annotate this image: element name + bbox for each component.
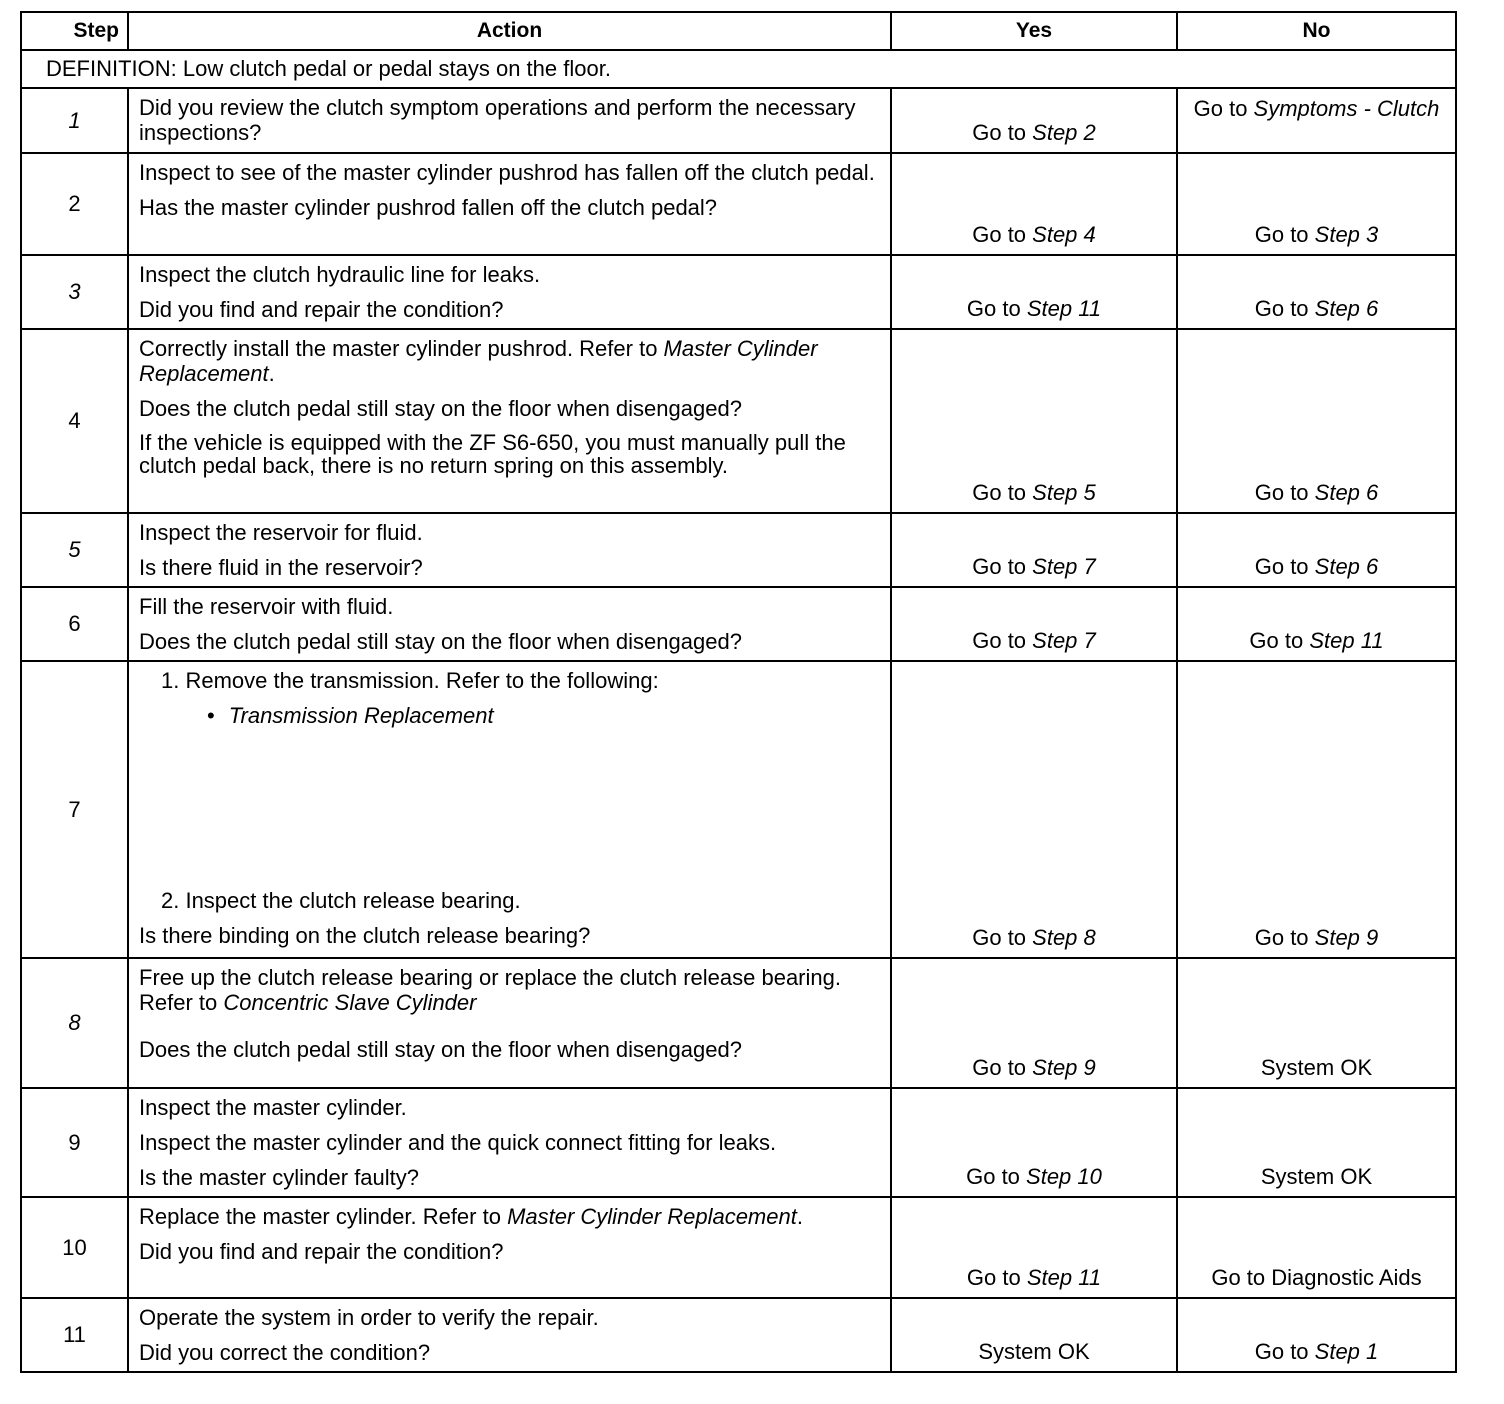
numbered-item-2: 2. Inspect the clutch release bearing. [161,888,521,913]
no-cell [1177,329,1456,513]
yes-text: Go to [972,120,1033,145]
table-row [21,255,1456,329]
no-cell [1177,661,1456,958]
action-line: Free up the clutch release bearing or replace the clutch release bearing. Refer to Concentric Slave Cylinder [139,965,841,1015]
action-line: Correctly install the master cylinder pushrod. Refer to Master Cylinder Replacement. [139,336,818,386]
yes-cell [891,255,1177,329]
action-line: Inspect to see of the master cylinder pushrod has fallen off the clutch pedal. [139,160,875,185]
diagnostic-table [20,11,1457,1373]
action-cell [128,1298,891,1372]
action-line: Inspect the clutch hydraulic line for leaks. [139,262,541,287]
no-link[interactable]: Go to Diagnostic Aids [1211,1265,1422,1290]
step-number: 2 [21,153,128,255]
table-row [21,329,1456,513]
action-question: Does the clutch pedal still stay on the floor when disengaged? [139,629,742,654]
action-line: Inspect the reservoir for fluid. [139,520,423,545]
yes-text: Go to [966,1265,1027,1290]
definition-row [21,50,1456,88]
action-line: Operate the system in order to verify the repair. [139,1305,599,1330]
spacer [139,1025,880,1037]
action-cell [128,88,891,153]
no-link[interactable]: Step 11 [1309,628,1384,653]
header-step: Step [21,12,128,50]
step-number: 5 [21,513,128,587]
header-yes: Yes [891,12,1177,50]
no-link[interactable]: Step 9 [1314,925,1379,950]
yes-cell [891,958,1177,1088]
yes-text: Go to [972,628,1033,653]
numbered-item-1: 1. Remove the transmission. Refer to the following: [161,668,659,693]
yes-cell [891,1298,1177,1372]
header-row [21,12,1456,50]
bullet-item [139,703,880,728]
yes-text: Go to [972,222,1033,247]
yes-link[interactable]: Step 7 [1032,628,1096,653]
reference-link[interactable]: Master Cylinder Replacement [139,336,818,386]
header-no: No [1177,12,1456,50]
no-text: System OK [1260,1055,1373,1080]
action-line: Inspect the master cylinder. [139,1095,407,1120]
reference-link[interactable]: Concentric Slave Cylinder [223,990,477,1015]
action-question: Is there fluid in the reservoir? [139,555,423,580]
yes-link[interactable]: Step 8 [1032,925,1096,950]
action-cell [128,513,891,587]
action-cell [128,1088,891,1197]
table-row [21,661,1456,958]
no-cell [1177,1298,1456,1372]
action-line: Inspect the master cylinder and the quick connect fitting for leaks. [139,1130,777,1155]
action-question: Is there binding on the clutch release bearing? [139,923,591,948]
step-number: 9 [21,1088,128,1197]
no-text: Go to [1254,480,1315,505]
no-text: Go to [1254,222,1315,247]
no-link[interactable]: Step 6 [1314,554,1379,579]
action-question: Does the clutch pedal still stay on the floor when disengaged? [139,1037,742,1062]
no-text: Go to [1254,554,1315,579]
no-link[interactable]: Step 3 [1314,222,1379,247]
yes-link[interactable]: Step 10 [1026,1164,1102,1189]
reference-link[interactable]: Transmission Replacement [228,703,494,728]
action-cell [128,255,891,329]
action-note: If the vehicle is equipped with the ZF S6-650, you must manually pull the clutch pedal back, there is no return spring on this assembly. [139,430,846,478]
table-row [21,958,1456,1088]
no-text: Go to [1249,628,1310,653]
step-number: 7 [21,661,128,958]
no-cell [1177,255,1456,329]
yes-link[interactable]: Step 2 [1032,120,1096,145]
yes-cell [891,661,1177,958]
yes-text: Go to [972,925,1033,950]
yes-cell [891,513,1177,587]
no-text: System OK [1260,1164,1373,1189]
yes-cell [891,1197,1177,1298]
step-number: 11 [21,1298,128,1372]
yes-text: Go to [972,480,1033,505]
table-row [21,153,1456,255]
step-number: 8 [21,958,128,1088]
action-question: Did you find and repair the condition? [139,1239,504,1264]
spacer [139,738,880,888]
no-cell [1177,1197,1456,1298]
yes-text: Go to [972,1055,1033,1080]
no-text: Go to [1193,96,1254,121]
yes-link[interactable]: Step 4 [1032,222,1096,247]
step-number: 4 [21,329,128,513]
no-cell [1177,88,1456,153]
table-row [21,1197,1456,1298]
definition-text: DEFINITION: Low clutch pedal or pedal stays on the floor. [21,50,1456,88]
no-cell [1177,513,1456,587]
no-cell [1177,958,1456,1088]
step-number: 1 [21,88,128,153]
yes-cell [891,1088,1177,1197]
action-line: Did you review the clutch symptom operations and perform the necessary inspections? [139,95,856,145]
yes-cell [891,329,1177,513]
table-row [21,587,1456,661]
no-link[interactable]: Step 6 [1314,480,1379,505]
no-cell [1177,587,1456,661]
yes-text: System OK [978,1339,1090,1364]
action-question: Did you correct the condition? [139,1340,431,1365]
step-number: 10 [21,1197,128,1298]
reference-link[interactable]: Master Cylinder Replacement [507,1204,797,1229]
action-question: Has the master cylinder pushrod fallen off the clutch pedal? [139,195,718,220]
no-link[interactable]: Symptoms - Clutch [1253,96,1440,121]
no-cell [1177,153,1456,255]
no-text: Go to [1254,296,1315,321]
header-action: Action [128,12,891,50]
table-row [21,1298,1456,1372]
yes-text: Go to [972,554,1033,579]
yes-cell [891,153,1177,255]
no-link[interactable]: Step 6 [1314,296,1379,321]
action-line: Replace the master cylinder. Refer to Master Cylinder Replacement. [139,1204,803,1229]
step-number: 3 [21,255,128,329]
no-cell [1177,1088,1456,1197]
action-question: Is the master cylinder faulty? [139,1165,420,1190]
table-row [21,88,1456,153]
step-number: 6 [21,587,128,661]
no-text: Go to [1254,1339,1315,1364]
action-cell [128,587,891,661]
action-cell [128,1197,891,1298]
no-text: Go to [1254,925,1315,950]
yes-text: Go to [966,296,1027,321]
yes-cell [891,587,1177,661]
table-row [21,1088,1456,1197]
yes-cell [891,88,1177,153]
yes-link[interactable]: Step 11 [1026,1265,1102,1290]
yes-link[interactable]: Step 5 [1032,480,1096,505]
table-row [21,513,1456,587]
action-cell [128,958,891,1088]
no-link[interactable]: Step 1 [1314,1339,1379,1364]
yes-text: Go to [966,1164,1027,1189]
action-cell [128,329,891,513]
yes-link[interactable]: Step 9 [1032,1055,1096,1080]
action-cell [128,661,891,958]
action-question: Did you find and repair the condition? [139,297,504,322]
action-question: Does the clutch pedal still stay on the floor when disengaged? [139,396,742,421]
yes-link[interactable]: Step 7 [1032,554,1096,579]
yes-link[interactable]: Step 11 [1026,296,1102,321]
action-cell [128,153,891,255]
action-line: Fill the reservoir with fluid. [139,594,394,619]
